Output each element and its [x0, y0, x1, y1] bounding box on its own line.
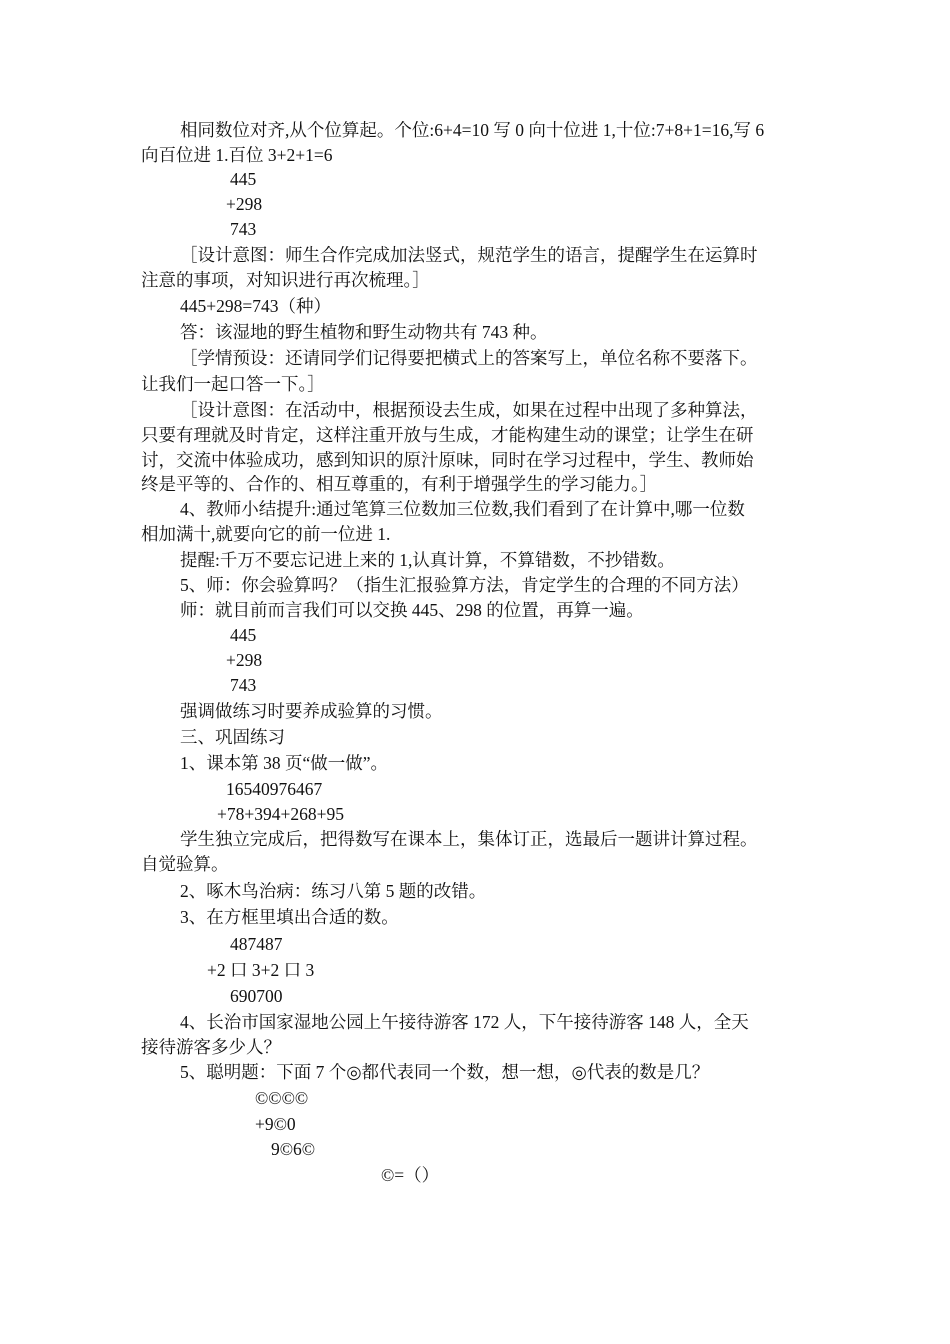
calc-line: +9©0 [255, 1114, 296, 1134]
text-line: 终是平等的、合作的、相互尊重的，有利于增强学生的学习能力。］ [141, 474, 658, 494]
calc-line: 445 [230, 625, 257, 645]
text-line: 相加满十,就要向它的前一位进 1. [141, 524, 391, 544]
text-line: 1、课本第 38 页“做一做”。 [180, 753, 389, 773]
text-line: 相同数位对齐,从个位算起。个位:6+4=10 写 0 向十位进 1,十位:7+8+1=16,写 6 [180, 120, 765, 140]
text-line: 向百位进 1.百位 3+2+1=6 [141, 145, 333, 165]
text-line: 讨，交流中体验成功，感到知识的原汁原味，同时在学习过程中，学生、教师始 [141, 450, 754, 470]
calc-line: +2 口 3+2 口 3 [207, 960, 315, 980]
calc-line: 743 [230, 219, 257, 239]
text-line: 3、在方框里填出合适的数。 [180, 907, 399, 927]
calc-line: ©=（） [381, 1165, 440, 1185]
text-line: 师：就目前而言我们可以交换 445、298 的位置，再算一遍。 [180, 600, 644, 620]
text-line: 接待游客多少人？ [141, 1037, 281, 1057]
text-line: 注意的事项，对知识进行再次梳理。］ [141, 270, 430, 290]
text-line: 4、教师小结提升:通过笔算三位数加三位数,我们看到了在计算中,哪一位数 [180, 499, 745, 519]
calc-line: +298 [226, 650, 263, 670]
text-line: ［设计意图：在活动中，根据预设去生成，如果在过程中出现了多种算法， [180, 400, 758, 420]
text-line: 让我们一起口答一下。］ [141, 374, 325, 394]
calc-line: ©©©© [255, 1088, 309, 1108]
text-line: 自觉验算。 [141, 854, 229, 874]
calc-line: +298 [226, 194, 263, 214]
text-line: 2、啄木鸟治病：练习八第 5 题的改错。 [180, 881, 487, 901]
calc-line: 16540976467 [226, 779, 323, 799]
text-line: 445+298=743（种） [180, 296, 331, 316]
text-line: 4、长治市国家湿地公园上午接待游客 172 人，下午接待游客 148 人，全天 [180, 1012, 749, 1032]
section-heading: 三、巩固练习 [180, 727, 285, 747]
text-line: ［学情预设：还请同学们记得要把横式上的答案写上，单位名称不要落下。 [180, 348, 758, 368]
calc-line: 690700 [230, 986, 283, 1006]
text-line: ［设计意图：师生合作完成加法竖式，规范学生的语言，提醒学生在运算时 [180, 245, 758, 265]
calc-line: 743 [230, 675, 257, 695]
calc-line: 9©6© [271, 1139, 316, 1159]
text-line: 只要有理就及时肯定，这样注重开放与生成，才能构建生动的课堂；让学生在研 [141, 425, 754, 445]
text-line: 强调做练习时要养成验算的习惯。 [180, 701, 443, 721]
text-line: 学生独立完成后，把得数写在课本上，集体订正，选最后一题讲计算过程。 [180, 829, 758, 849]
calc-line: +78+394+268+95 [217, 804, 344, 824]
calc-line: 445 [230, 169, 257, 189]
text-line: 答：该湿地的野生植物和野生动物共有 743 种。 [180, 322, 548, 342]
text-line: 5、师：你会验算吗？（指生汇报验算方法，肯定学生的合理的不同方法） [180, 575, 749, 595]
text-line: 5、聪明题：下面 7 个◎都代表同一个数，想一想，◎代表的数是几？ [180, 1062, 710, 1082]
calc-line: 487487 [230, 934, 283, 954]
text-line: 提醒:千万不要忘记进上来的 1,认真计算，不算错数，不抄错数。 [180, 550, 675, 570]
